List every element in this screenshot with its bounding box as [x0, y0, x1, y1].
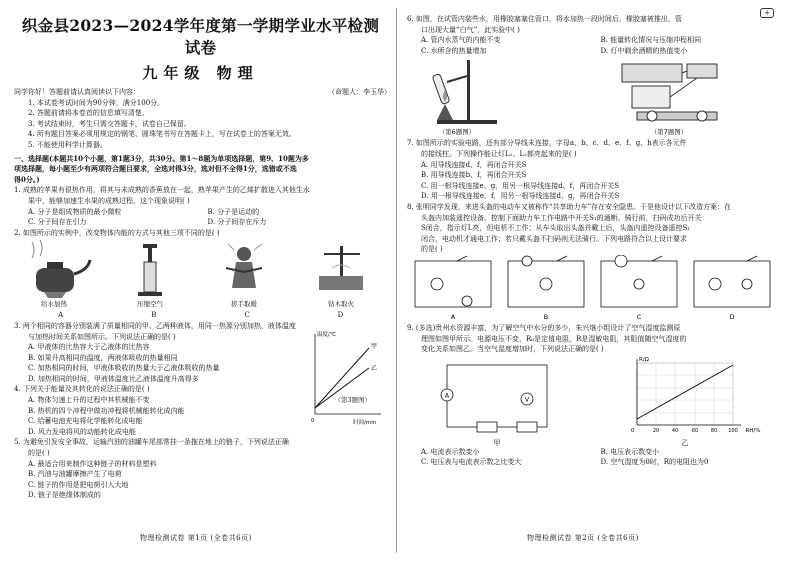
q9-caption-yi: 乙: [681, 438, 689, 447]
q1-stem2: 果中，能够加速生水果的成熟过程，这个现象说明( ): [28, 196, 190, 205]
q9-ylabel: R/Ω: [639, 356, 649, 363]
q1-option-b: B. 分子是运动的: [207, 207, 260, 216]
q9-figures: [407, 355, 779, 447]
q9-xtick-80: 80: [710, 427, 718, 434]
q9-option-a: A. 电流表示数变小: [421, 447, 480, 456]
q1-stem: 1. 成熟的苹果有很热作用，将其与未成熟的香蕉放在一起，熟苹果产生的乙烯扩散进入其他生水: [14, 186, 310, 195]
q7-option-c: C. 用一根导线连接e、g，用另一根导线连接d、f，再闭合开关S: [421, 181, 620, 190]
right-page: [397, 0, 794, 561]
q2-caption-a: 给水加热: [41, 300, 67, 309]
q6-options-ab: [407, 35, 780, 46]
left-footer: 物理检测试卷 第1页 (全卷共6页): [140, 534, 252, 542]
circuit-a: [415, 256, 491, 307]
q4-stem: 4. 下列关于能量及其转化的说法正确的是( ): [14, 385, 150, 394]
q8-stem: 8. 张明同学发现，来进头盔的电动车又被称作“共享助力车”存在安全隐患。于是他设计以下改造方案：在: [407, 202, 732, 211]
q4-option-d: D. 风力发电将风的动能转化成电能: [28, 427, 136, 436]
q2-letter-c: C: [244, 311, 250, 320]
q9-stem3: 变化关系如图乙。当空气湿度增加时，下列说法正确的是( ): [421, 345, 604, 354]
rubbing-hands-image: [226, 244, 262, 288]
test-tube-apparatus: [432, 60, 497, 124]
q9-xtick-60: 60: [691, 427, 699, 434]
note-5: 5. 不能使用科学计算器。: [28, 140, 107, 149]
q8-letter-b: B: [543, 312, 549, 321]
circuit-b: [508, 256, 584, 307]
q3-option-c: C. 加热相同的时间，甲液体吸收的热量大于乙液体吸收的热量: [28, 364, 220, 373]
q9-xtick-100: 100: [728, 427, 738, 434]
q6-options-cd: [407, 46, 780, 57]
q3-xlabel: 时间/min: [353, 420, 377, 427]
humidity-circuit: [441, 365, 547, 432]
q3-series-yi: 乙: [371, 365, 378, 373]
q1-option-d: D. 分子间存在斥力: [207, 218, 267, 227]
circuit-board: [622, 64, 717, 121]
q6-caption: （第6题图）: [438, 128, 476, 137]
circuit-c: [601, 255, 677, 307]
greeting: 同学你好！答题前请认真阅读以下内容：: [14, 88, 140, 96]
note-4: 4. 所有题目答案必须用规定的钢笔、圆珠笔书写在答题卡上，写在试卷上的答案无效。: [28, 130, 296, 139]
q3-option-b: B. 如果升高相同的温度，两液体吸收的热量相同: [28, 353, 178, 362]
q7-stem: 7. 如图所示的实验电路，还有部分导线未连接，字母a、b、c、d、e、f、g、h表示各元件: [407, 139, 687, 148]
fire-piston-image: [138, 244, 162, 296]
q6-option-a: A. 管内水蒸气的内能不变: [421, 36, 501, 45]
q2-caption-b: 压缩空气: [137, 300, 163, 309]
q7-option-a: A. 用导线连接d、f，再闭合开关S: [421, 160, 527, 169]
q9-stem2: 理图如图甲所示。电源电压不变，R₀是定值电阻，R是湿敏电阻，其阻值随空气湿度的: [421, 334, 687, 343]
q9-caption-jia: 甲: [493, 438, 501, 447]
q4-option-c: C. 给蓄电池充电将化学能转化成电能: [28, 417, 143, 426]
q8-letter-a: A: [450, 312, 456, 321]
q1-options-cd: [14, 217, 387, 228]
q2-letter-a: A: [58, 311, 64, 320]
q3-series-jia: 甲: [371, 343, 378, 351]
q7-option-d: D. 用一根导线连接e、f，用另一根导线连接d、g，再闭合开关S: [421, 192, 620, 201]
q9-option-c: C. 电压表与电流表示数之比变大: [421, 458, 522, 467]
author: （命题人：李玉华）: [328, 88, 391, 96]
q8-circuits: [407, 255, 779, 323]
section1-c: 得0分。): [14, 174, 40, 184]
q6-q7-figures: [407, 56, 779, 138]
q5-stem2: 的是( ): [28, 449, 50, 458]
right-footer: 物理检测试卷 第2页 (全卷共6页): [527, 534, 639, 542]
q8-stem5: 的是( ): [421, 245, 443, 254]
q7-option-b: B. 用导线连接b、f，再闭合开关S: [421, 171, 527, 180]
wood-drill-image: [319, 246, 363, 290]
q6-option-d: D. 灯中剩余酒精的热值变小: [600, 46, 688, 55]
q9-options-ab: [407, 447, 780, 458]
corner-badge: +: [760, 8, 774, 18]
q7-caption: （第7题图）: [650, 128, 688, 137]
q3-option-d: D. 加热相同的时间，甲液体温度比乙液体温度升高得多: [28, 374, 199, 383]
q8-letter-c: C: [636, 312, 642, 321]
note-1: 1. 本试卷考试时间为90分钟，满分100分。: [28, 98, 165, 107]
q2-letters: [14, 310, 387, 321]
section1-a: 一、选择题(本题共10个小题，第1题3分，共30分。第1～8题为单项选择题，第9、10题为多: [14, 153, 309, 163]
exam-subtitle: 九年级 物理: [142, 64, 259, 82]
q2-figure: [14, 238, 386, 310]
q1-option-c: C. 分子间存在引力: [28, 218, 87, 227]
q2-letter-b: B: [151, 311, 157, 320]
q5-stem: 5. 为避免引发安全事故，运输汽油的油罐车尾部常挂一条拖在地上的链子，下列说法正确: [14, 438, 289, 447]
q9-xlabel: RH/%: [745, 427, 761, 434]
q8-letter-d: D: [729, 312, 735, 321]
humidity-graph: [631, 357, 761, 434]
q6-stem: 6. 如图，在试管内装些水，用橡胶塞塞住管口，将水加热一段时间后，橡胶塞被推出，管: [407, 15, 682, 23]
q2-stem: 2. 如图所示的实例中，改变物体内能的方式与其他三项不同的是( ): [14, 228, 220, 237]
q3-origin: 0: [311, 418, 315, 425]
q2-caption-c: 搓手取暖: [231, 300, 257, 309]
q8-stem2: 头盔内加装遥控设备，控制下面助力车工作电路中开关S₁的通断。骑行前，扫码成功后开关: [421, 213, 702, 222]
q6-stem2: 口出现大量“白气”，此实验中( ): [421, 25, 520, 34]
q2-caption-d: 钻木取火: [328, 300, 354, 309]
q4-block: [14, 395, 387, 437]
q5-option-a: A. 最适合用来制作这种链子的材料是塑料: [28, 459, 157, 468]
q9-stem: 9. (多选)贵州水资源丰富，为了解空气中水分的多少，朱兴继小组设计了空气湿度监测原: [407, 323, 681, 332]
q4-option-a: A. 物体匀速上升的过程中其机械能不变: [28, 396, 150, 405]
q3-option-a: A. 甲液体的比热容大于乙液体的比热容: [28, 343, 150, 352]
q9-options-cd: [407, 457, 780, 468]
note-3: 3. 考试结束时，考生只需交答题卡，试卷自己保留。: [28, 119, 191, 128]
q9-xtick-40: 40: [671, 427, 679, 434]
kettle-image: [32, 240, 90, 298]
q7-stem2: 的接线柱。下列操作能让灯L₁、L₂都亮起来的是( ): [421, 149, 577, 158]
q3-caption: （第3题图）: [334, 396, 371, 405]
q1-option-a: A. 分子是组成物质的最小微粒: [28, 207, 122, 216]
q5-option-d: D. 链子是绝缘体制成的: [28, 491, 101, 500]
q2-letter-d: D: [337, 311, 344, 320]
circuit-d: [694, 256, 770, 307]
section1-b: 项选择题，每小题至少有两项符合题目要求，全选对得3分，选对但不全得1分，选错或不选: [14, 164, 297, 174]
note-2: 2. 答题前请将本卷首的信息填写清楚。: [28, 109, 149, 118]
svg-text:A: A: [444, 391, 450, 400]
q9-option-d: D. 空气湿度为0时，R的电阻也为0: [600, 458, 709, 467]
q9-origin: 0: [631, 427, 635, 434]
exam-title: 织金县2023—2024学年度第一学期学业水平检测试卷: [21, 16, 380, 57]
q1-options-ab: [14, 207, 387, 218]
svg-text:V: V: [524, 395, 530, 404]
q5-option-c: C. 链子的作用是把电荷引入大地: [28, 480, 129, 489]
q9-option-b: B. 电压表示数变小: [600, 447, 660, 456]
q6-option-b: B. 能量转化情况与压缩冲程相同: [600, 36, 702, 45]
q3-stem2: 与加热时间关系如图所示。下列说法正确的是( ): [28, 332, 176, 341]
q8-stem3: S闭合，指示灯L亮，但电机不工作；从车头取出头盔并戴上后，头盔内遥控设备遥控S₁: [421, 224, 691, 233]
q4-option-b: B. 热机的四个冲程中做功冲程将机械能转化成内能: [28, 406, 185, 415]
q8-stem4: 闭合，电动机才通电工作；若只戴头盔不扫码则无法骑行。下列电路符合以上设计要求: [421, 234, 687, 243]
greeting-row: [14, 87, 391, 98]
q3-stem: 3. 两个相同的容器分别装满了质量相同的甲、乙两种液体，用同一热源分别加热，液体温度: [14, 321, 296, 330]
q3-ylabel: 温度/℃: [317, 332, 337, 339]
q6-option-c: C. 水所含的热量增加: [421, 46, 487, 55]
q5-option-b: B. 汽油与油罐摩擦产生了电荷: [28, 470, 122, 479]
q9-xtick-20: 20: [652, 427, 660, 434]
